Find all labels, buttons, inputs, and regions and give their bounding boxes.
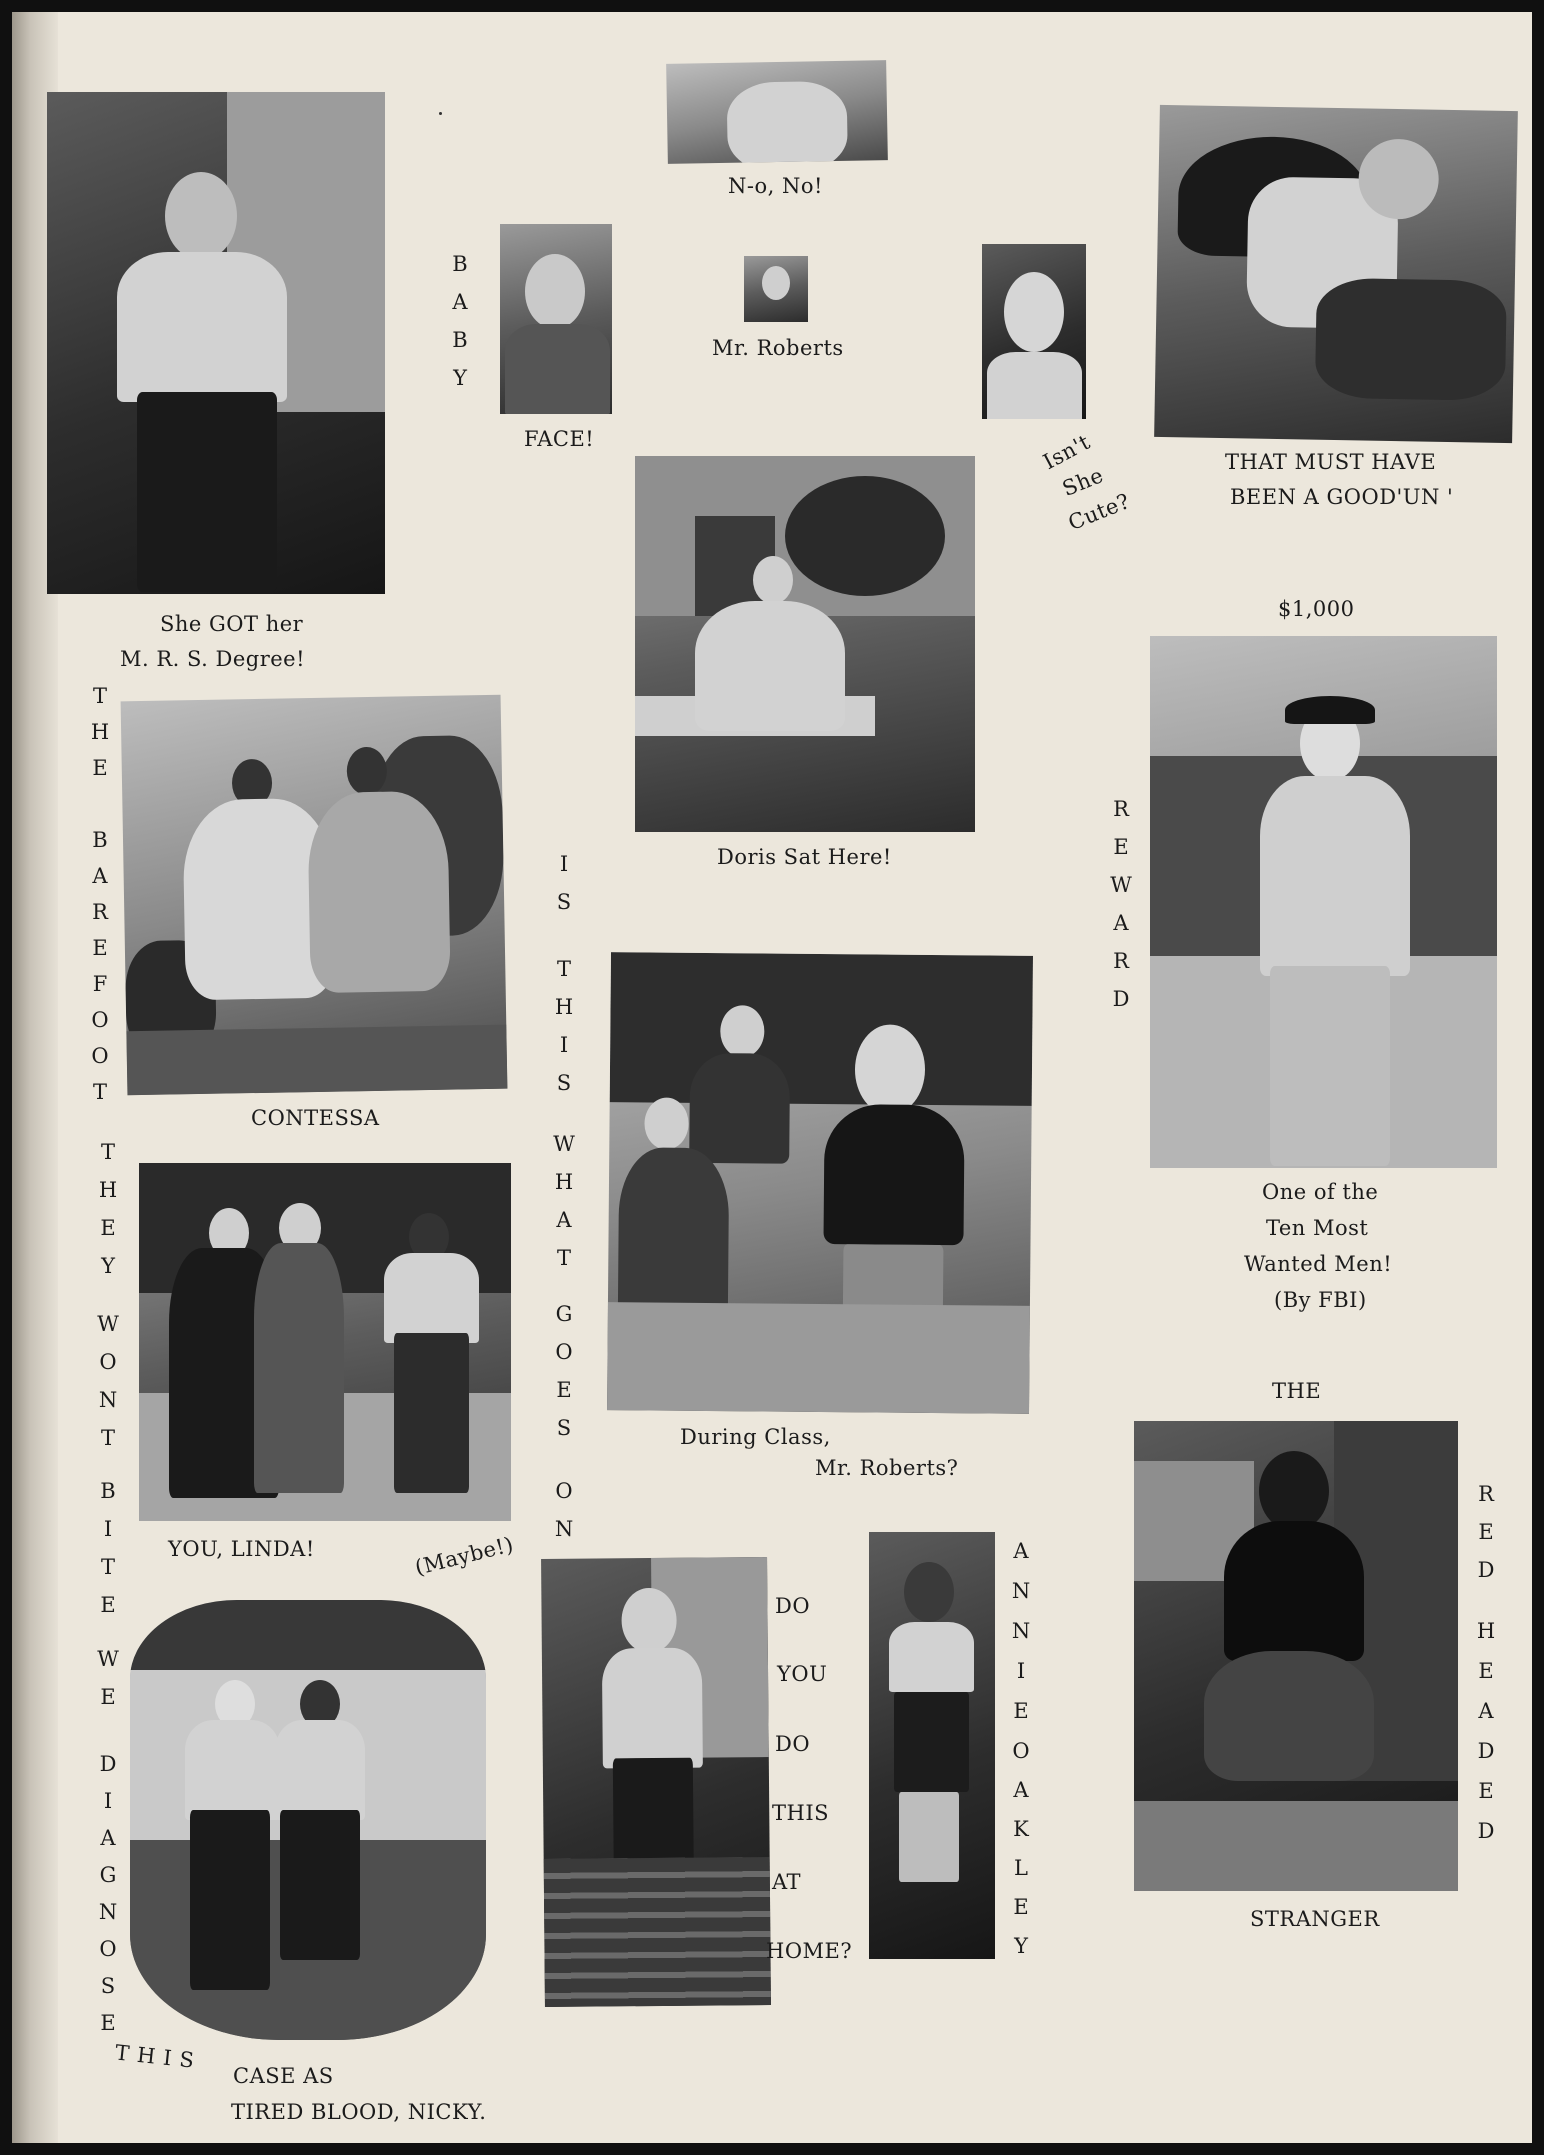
- caption-the-barefoot-the: THE BAREFOOT: [88, 684, 112, 1116]
- photo-doris: [635, 456, 975, 832]
- caption-isnt: Isn't: [1039, 429, 1095, 475]
- caption-home: HOME?: [766, 1939, 853, 1963]
- caption-bite: BITE: [96, 1479, 120, 1631]
- caption-this-vert: THIS: [552, 957, 576, 1109]
- photo-wanted-man: [1150, 636, 1497, 1168]
- photo-mrs-degree: [47, 92, 385, 594]
- caption-at: AT: [772, 1870, 802, 1894]
- caption-diagnose: DIAGNOSE: [96, 1752, 120, 2048]
- caption-mrs-degree-2: M. R. S. Degree!: [120, 647, 306, 671]
- yearbook-page: [12, 12, 1532, 2143]
- caption-goes: GOES: [552, 1302, 576, 1454]
- caption-this: THIS: [772, 1801, 830, 1825]
- caption-wanted-4: (By FBI): [1274, 1288, 1367, 1312]
- caption-wanted-1: One of the: [1262, 1180, 1379, 1204]
- caption-what: WHAT: [552, 1132, 576, 1284]
- caption-we: WE: [96, 1647, 120, 1723]
- photo-isnt-she-cute: [982, 244, 1086, 419]
- photo-you-linda: [139, 1163, 511, 1521]
- caption-during-class-1: During Class,: [680, 1425, 831, 1449]
- caption-during-class-2: Mr. Roberts?: [815, 1456, 959, 1480]
- photo-good-un: [1154, 105, 1518, 443]
- caption-you-linda: YOU, LINDA!: [168, 1537, 315, 1561]
- caption-red: RED: [1474, 1482, 1498, 1596]
- caption-reward-amount: $1,000: [1278, 597, 1355, 621]
- caption-maybe: (Maybe!): [412, 1532, 517, 1580]
- photo-do-you-do-this: [541, 1557, 771, 2007]
- caption-she: She: [1059, 463, 1107, 501]
- caption-you: YOU: [777, 1662, 828, 1686]
- caption-case-as: CASE AS: [233, 2064, 334, 2088]
- caption-headed: HEADED: [1474, 1619, 1498, 1859]
- caption-this-bottom: THIS: [113, 2040, 204, 2074]
- caption-wanted-3: Wanted Men!: [1244, 1252, 1393, 1276]
- caption-do-2: DO: [775, 1732, 811, 1756]
- caption-wanted-2: Ten Most: [1266, 1216, 1369, 1240]
- caption-cute: Cute?: [1064, 488, 1134, 536]
- caption-annie: ANNIE: [1009, 1539, 1033, 1739]
- caption-face: FACE!: [524, 427, 595, 451]
- photo-contessa: [121, 695, 508, 1096]
- speck: [439, 112, 442, 115]
- caption-do-1: DO: [775, 1594, 811, 1618]
- caption-good-un-1: THAT MUST HAVE: [1225, 450, 1437, 474]
- caption-reward: REWARD: [1109, 797, 1133, 1025]
- caption-no-no: N-o, No!: [728, 174, 823, 198]
- caption-oakley: OAKLEY: [1009, 1739, 1033, 1973]
- photo-red-headed-stranger: [1134, 1421, 1458, 1891]
- caption-doris: Doris Sat Here!: [717, 845, 892, 869]
- caption-wont: WONT: [96, 1312, 120, 1464]
- caption-they: THEY: [96, 1140, 120, 1292]
- photo-mr-roberts: [744, 256, 808, 322]
- caption-tired-blood: TIRED BLOOD, NICKY.: [231, 2100, 487, 2124]
- photo-annie-oakley: [869, 1532, 995, 1959]
- caption-is: IS: [552, 852, 576, 928]
- photo-tired-blood: [130, 1600, 486, 2040]
- caption-stranger: STRANGER: [1250, 1907, 1380, 1931]
- caption-baby: BABY: [448, 252, 472, 404]
- photo-during-class: [607, 952, 1033, 1414]
- caption-on: ON: [552, 1479, 576, 1555]
- caption-good-un-2: BEEN A GOOD'UN ': [1230, 485, 1454, 509]
- photo-no-no: [666, 60, 888, 164]
- caption-mr-roberts: Mr. Roberts: [712, 336, 844, 360]
- photo-baby-face: [500, 224, 612, 414]
- caption-contessa: CONTESSA: [251, 1106, 380, 1130]
- caption-mrs-degree-1: She GOT her: [160, 612, 304, 636]
- caption-the-red: THE: [1272, 1379, 1322, 1403]
